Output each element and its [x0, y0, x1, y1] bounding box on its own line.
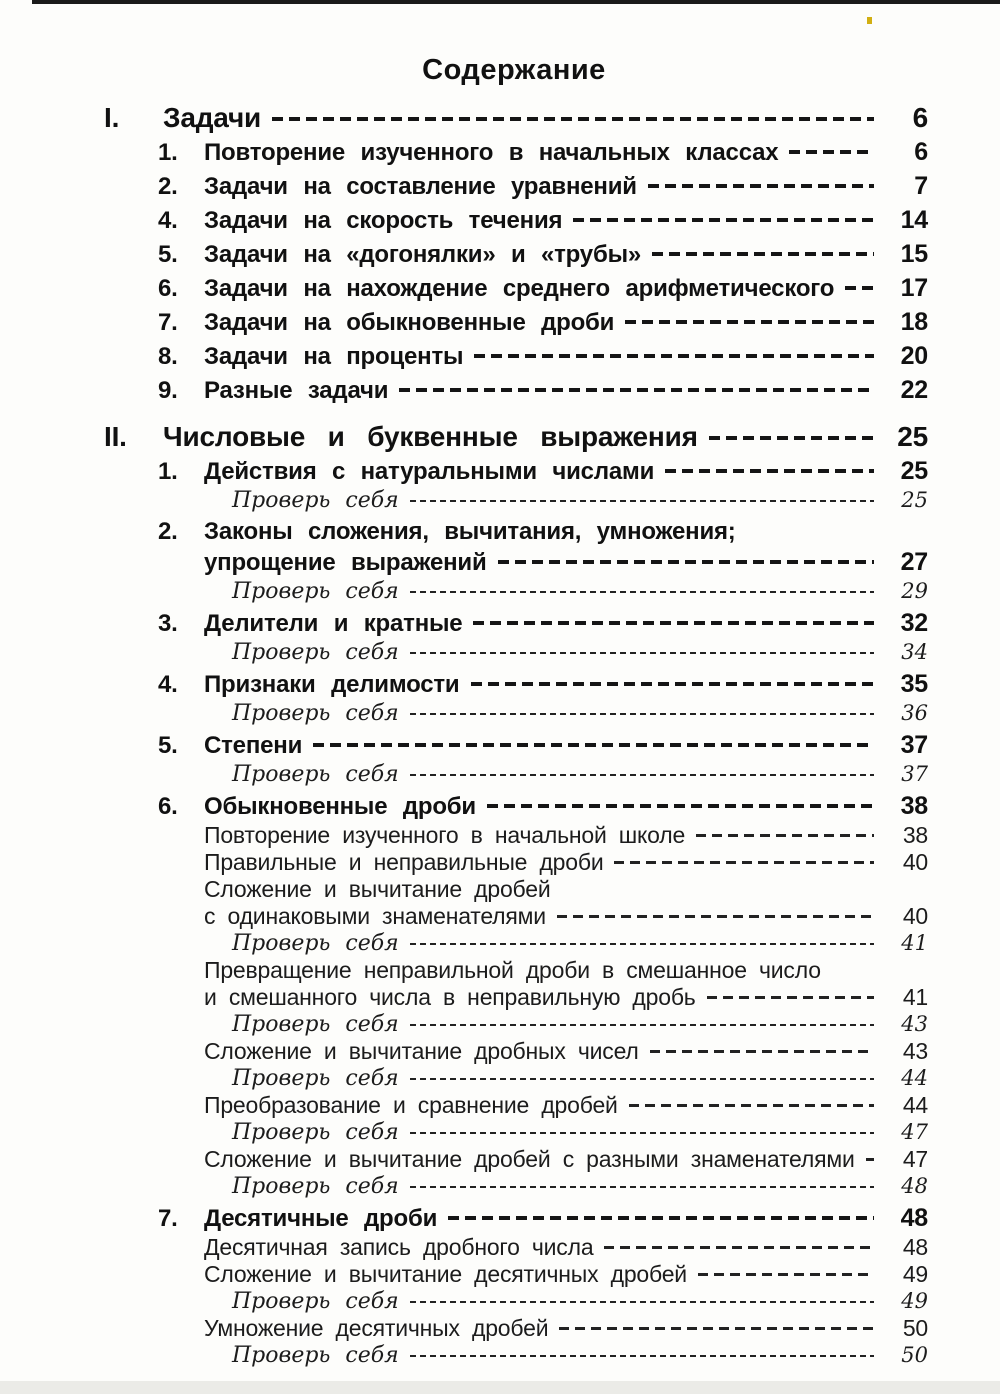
toc-entry-label: Признаки делимости	[204, 671, 460, 698]
toc-entry-label: с одинаковыми знаменателями	[204, 903, 546, 929]
toc-page-number: 38	[900, 792, 928, 820]
toc-page-number: 15	[900, 240, 928, 268]
toc-page-number: 47	[902, 1146, 928, 1172]
toc-page-number: 37	[901, 762, 928, 786]
toc-row	[0, 273, 928, 304]
toc-entry-label: Проверь себя	[232, 701, 399, 726]
toc-entry-label: Задачи на составление уравнений	[204, 173, 637, 200]
toc-page-number: 22	[900, 376, 928, 404]
toc-entry-label: Проверь себя	[232, 1289, 399, 1314]
toc-entry-label: Проверь себя	[232, 762, 399, 787]
scan-bottom-edge	[0, 1381, 1000, 1394]
toc-entry-label: Задачи на скорость течения	[204, 207, 563, 234]
toc-page-number: 48	[902, 1234, 928, 1260]
toc-entry-number: I.	[104, 102, 120, 133]
dash-leader	[557, 915, 874, 918]
dash-leader	[614, 861, 874, 864]
toc-entry-label: Проверь себя	[232, 1174, 399, 1199]
toc-entry-label: Разные задачи	[204, 377, 389, 404]
toc-entry-label: Сложение и вычитание десятичных дробей	[204, 1261, 687, 1287]
toc-entry-label: Проверь себя	[232, 579, 399, 604]
dash-leader	[487, 804, 874, 808]
toc-entry-label: Повторение изученного в начальных классах	[204, 139, 779, 166]
dash-leader	[696, 834, 874, 837]
toc-entry-label: Превращение неправильной дроби в смешанное число	[204, 957, 821, 983]
dash-leader	[410, 652, 874, 655]
toc-entry-label: Сложение и вычитание дробей	[204, 876, 551, 902]
toc-entry-number: 7.	[158, 309, 178, 336]
toc-row	[0, 205, 928, 236]
dash-leader	[272, 117, 874, 121]
toc-row	[0, 578, 928, 605]
dash-leader	[648, 184, 874, 188]
toc-row	[0, 456, 928, 487]
toc-entry-label: Задачи на нахождение среднего арифметического	[204, 275, 835, 302]
toc-row	[0, 1011, 928, 1038]
toc-row	[0, 849, 928, 876]
dash-leader	[665, 469, 874, 473]
dash-leader	[625, 320, 874, 324]
toc-row	[0, 984, 928, 1011]
toc-entry-number: II.	[104, 421, 127, 452]
toc-entry-label: Задачи на «догонялки» и «трубы»	[204, 241, 642, 268]
toc-entry-number: 2.	[158, 518, 178, 545]
toc-page-number: 17	[900, 274, 928, 302]
toc-page-number: 49	[901, 1289, 928, 1313]
toc-entry-label: Сложение и вычитание дробей с разными знаменателями	[204, 1146, 855, 1172]
dash-leader	[604, 1246, 874, 1249]
toc-page-number: 47	[901, 1120, 928, 1144]
toc-entry-label: Задачи на проценты	[204, 343, 464, 370]
dash-leader	[410, 1186, 874, 1189]
toc-entry-number: 9.	[158, 377, 178, 404]
toc-row	[0, 1315, 928, 1342]
toc-page-number: 14	[900, 206, 928, 234]
dash-leader	[410, 1355, 874, 1358]
toc-entry-label: Проверь себя	[232, 1066, 399, 1091]
toc-row	[0, 101, 928, 134]
toc-page-number: 44	[901, 1066, 928, 1090]
toc-entry-label: Проверь себя	[232, 640, 399, 665]
dash-leader	[410, 943, 874, 946]
toc-entry-number: 5.	[158, 241, 178, 268]
toc-row	[0, 1092, 928, 1119]
scan-top-edge	[32, 0, 1000, 4]
dash-leader	[313, 743, 874, 747]
dash-leader	[448, 1216, 874, 1220]
toc-entry-label: Делители и кратные	[204, 610, 463, 637]
dash-leader	[410, 1132, 874, 1135]
dash-leader	[410, 500, 874, 503]
toc-page-number: 38	[902, 822, 928, 848]
dash-leader	[410, 1301, 874, 1304]
toc-page-number: 25	[897, 421, 928, 452]
toc-entry-label: Обыкновенные дроби	[204, 793, 476, 820]
toc-entry-number: 6.	[158, 275, 178, 302]
toc-entry-label: Проверь себя	[232, 1012, 399, 1037]
toc-page-number: 18	[900, 308, 928, 336]
toc-page-number: 35	[900, 670, 928, 698]
toc-entry-number: 3.	[158, 610, 178, 637]
toc-page-number: 43	[902, 1038, 928, 1064]
toc-entry-label: Повторение изученного в начальной школе	[204, 822, 686, 848]
toc-page-number: 34	[901, 640, 928, 664]
toc-row	[0, 1173, 928, 1200]
dash-leader	[410, 713, 874, 716]
dash-leader	[498, 560, 874, 564]
table-of-contents	[0, 101, 1000, 1369]
toc-entry-number: 6.	[158, 793, 178, 820]
toc-row	[0, 1234, 928, 1261]
toc-entry-number: 4.	[158, 671, 178, 698]
toc-entry-label: Задачи на обыкновенные дроби	[204, 309, 615, 336]
page-title: Содержание	[422, 54, 606, 86]
toc-row	[0, 137, 928, 168]
toc-entry-label: Сложение и вычитание дробных чисел	[204, 1038, 639, 1064]
toc-row	[0, 669, 928, 700]
dash-leader	[399, 388, 874, 392]
dash-leader	[698, 1273, 874, 1276]
toc-page-number: 41	[901, 931, 928, 955]
toc-entry-number: 1.	[158, 458, 178, 485]
dash-leader	[789, 150, 874, 154]
toc-entry-label: Проверь себя	[232, 1120, 399, 1145]
dash-leader	[410, 1078, 874, 1081]
toc-row	[0, 957, 928, 984]
toc-page-number: 36	[901, 701, 928, 725]
toc-row	[0, 375, 928, 406]
toc-entry-number: 8.	[158, 343, 178, 370]
toc-page-number: 41	[902, 984, 928, 1010]
toc-page-number: 6	[912, 102, 928, 133]
dash-leader	[845, 286, 874, 290]
toc-row	[0, 547, 928, 578]
toc-page-number: 48	[901, 1174, 928, 1198]
toc-row	[0, 876, 928, 903]
dash-leader	[559, 1327, 874, 1330]
toc-entry-label: Умножение десятичных дробей	[204, 1315, 549, 1341]
dash-leader	[410, 774, 874, 777]
toc-page-number: 29	[901, 579, 928, 603]
toc-entry-label: Десятичная запись дробного числа	[204, 1234, 594, 1260]
toc-row	[0, 822, 928, 849]
dash-leader	[410, 591, 874, 594]
toc-row	[0, 700, 928, 727]
toc-page-number: 40	[902, 849, 928, 875]
toc-row	[0, 239, 928, 270]
toc-page-number: 50	[901, 1343, 928, 1367]
toc-row	[0, 761, 928, 788]
toc-row	[0, 171, 928, 202]
dash-leader	[471, 682, 875, 686]
toc-page-number: 27	[900, 548, 928, 576]
toc-page-number: 25	[900, 457, 928, 485]
toc-page-number: 20	[900, 342, 928, 370]
toc-row	[0, 1261, 928, 1288]
dash-leader	[629, 1104, 874, 1107]
dash-leader	[473, 621, 874, 625]
toc-entry-number: 1.	[158, 139, 178, 166]
dash-leader	[709, 436, 874, 440]
toc-row	[0, 608, 928, 639]
toc-page-number: 7	[914, 172, 928, 200]
toc-row	[0, 1203, 928, 1234]
toc-entry-label: Десятичные дроби	[204, 1205, 438, 1232]
toc-entry-label: Действия с натуральными числами	[204, 458, 655, 485]
dash-leader	[410, 1024, 874, 1027]
dash-leader	[707, 996, 874, 999]
toc-entry-label: упрощение выражений	[204, 549, 487, 576]
toc-entry-label: Числовые и буквенные выражения	[163, 421, 698, 452]
toc-page-number: 32	[900, 609, 928, 637]
toc-row	[0, 341, 928, 372]
toc-row	[0, 1038, 928, 1065]
dash-leader	[573, 218, 874, 222]
toc-entry-label: и смешанного числа в неправильную дробь	[204, 984, 696, 1010]
toc-row	[0, 1288, 928, 1315]
toc-entry-label: Правильные и неправильные дроби	[204, 849, 604, 875]
toc-page-number: 43	[901, 1012, 928, 1036]
toc-page-number: 6	[914, 138, 928, 166]
toc-row	[0, 307, 928, 338]
toc-row	[0, 517, 928, 547]
toc-entry-number: 5.	[158, 732, 178, 759]
toc-row	[0, 930, 928, 957]
toc-page-number: 48	[900, 1204, 928, 1232]
dash-leader	[650, 1050, 874, 1053]
toc-row	[0, 791, 928, 822]
dash-leader	[474, 354, 874, 358]
toc-row	[0, 639, 928, 666]
toc-row	[0, 1065, 928, 1092]
toc-row	[0, 487, 928, 514]
toc-page-number: 25	[901, 488, 928, 512]
toc-row	[0, 1146, 928, 1173]
toc-page-number: 44	[902, 1092, 928, 1118]
toc-entry-label: Законы сложения, вычитания, умножения;	[204, 518, 736, 545]
toc-row	[0, 420, 928, 453]
toc-page-number: 37	[900, 731, 928, 759]
toc-row	[0, 1119, 928, 1146]
toc-entry-label: Степени	[204, 732, 303, 759]
toc-page-number: 49	[902, 1261, 928, 1287]
toc-row	[0, 730, 928, 761]
toc-row	[0, 1342, 928, 1369]
dash-leader	[866, 1158, 874, 1161]
dash-leader	[652, 252, 874, 256]
toc-entry-label: Преобразование и сравнение дробей	[204, 1092, 618, 1118]
toc-row	[0, 903, 928, 930]
scan-speck	[867, 17, 872, 24]
toc-entry-label: Проверь себя	[232, 488, 399, 513]
toc-entry-number: 7.	[158, 1205, 178, 1232]
toc-page-number: 40	[902, 903, 928, 929]
toc-entry-number: 4.	[158, 207, 178, 234]
toc-page-number: 50	[902, 1315, 928, 1341]
toc-entry-label: Задачи	[163, 102, 262, 133]
toc-entry-label: Проверь себя	[232, 1343, 399, 1368]
toc-entry-number: 2.	[158, 173, 178, 200]
toc-entry-label: Проверь себя	[232, 931, 399, 956]
